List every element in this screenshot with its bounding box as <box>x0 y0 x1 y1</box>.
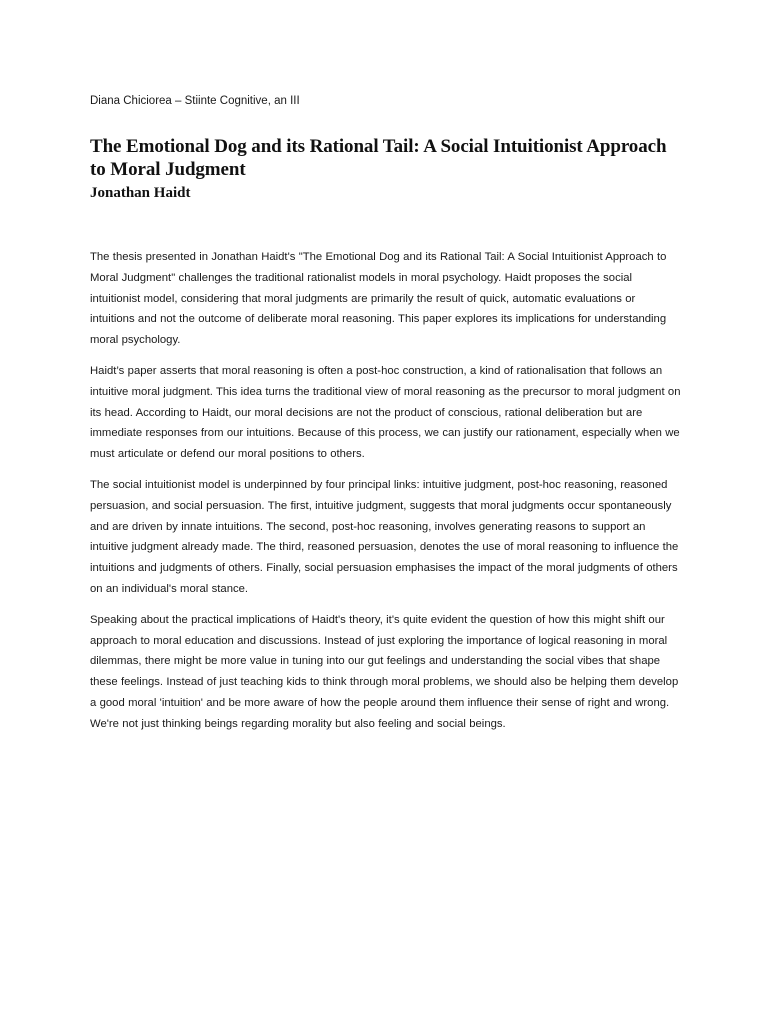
author-line: Diana Chiciorea – Stiinte Cognitive, an III <box>90 95 300 107</box>
body-paragraph: The social intuitionist model is underpinned by four principal links: intuitive judgment, post-hoc reasoning, reasoned persuasion, and social persuasion. The first, intuitive judgment, suggests that moral judgments occur spontaneously and are driven by innate intuitions. The second, post-hoc reasoning, involves generating reasons to support an intuitive judgment already made. The third, reasoned persuasion, denotes the use of moral reasoning to influence the intuitions and judgments of others. Finally, social persuasion emphasises the impact of the moral judgments of others on an individual's moral stance. <box>90 478 679 595</box>
body-paragraph: Speaking about the practical implications of Haidt's theory, it's quite evident the question of how this might shift our approach to moral education and discussions. Instead of just exploring the importance of logical reasoning in moral dilemmas, there might be more value in tuning into our gut feelings and understanding the social vibes that shape these feelings. Instead of just teaching kids to think through moral problems, we should also be helping them develop a good moral 'intuition' and be more aware of how the people around them influence their sense of right and wrong. We're not just thinking beings regarding morality but also feeling and social beings. <box>90 613 679 730</box>
document-content <box>90 92 682 745</box>
document-title: The Emotional Dog and its Rational Tail: A Social Intuitionist Approach to Moral Judgment <box>90 136 667 180</box>
document-subtitle: Jonathan Haidt <box>90 185 191 201</box>
body-paragraph: The thesis presented in Jonathan Haidt's "The Emotional Dog and its Rational Tail: A Social Intuitionist Approach to Moral Judgment" challenges the traditional rationalist models in moral psychology. Haidt proposes the social intuitionist model, considering that moral judgments are primarily the result of quick, automatic evaluations or intuitions and not the outcome of deliberate moral reasoning. This paper explores its implications for understanding moral psychology. <box>90 251 667 347</box>
body-paragraph: Haidt’s paper asserts that moral reasoning is often a post-hoc construction, a kind of rationalisation that follows an intuitive moral judgment. This idea turns the traditional view of moral reasoning as the precursor to moral judgment on its head. According to Haidt, our moral decisions are not the product of conscious, rational deliberation but are immediate responses from our intuitions. Because of this process, we can justify our rationament, especially when we must articulate or defend our moral positions to others. <box>90 364 681 461</box>
document-body <box>90 247 682 735</box>
